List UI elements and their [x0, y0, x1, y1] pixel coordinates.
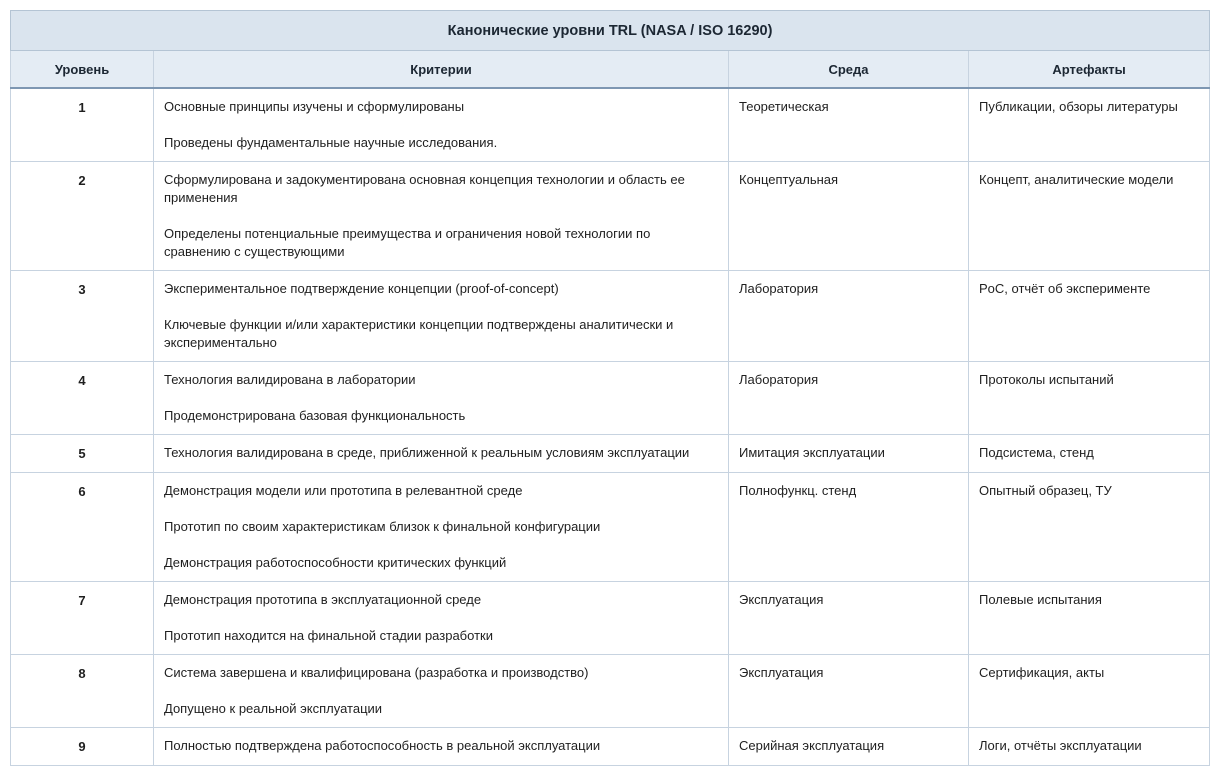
artifacts-cell: Концепт, аналитические модели: [969, 162, 1210, 271]
criteria-cell: [154, 88, 729, 162]
criterion-text: Прототип находится на финальной стадии разработки: [164, 628, 493, 643]
criteria-cell: [154, 582, 729, 655]
environment-cell: Лаборатория: [729, 362, 969, 435]
criterion-text: Определены потенциальные преимущества и ограничения новой технологии по сравнению с существующими: [164, 226, 651, 259]
level-cell: 7: [11, 582, 154, 655]
environment-cell: Эксплуатация: [729, 582, 969, 655]
table-row: [11, 271, 1210, 362]
criterion-text: Демонстрация работоспособности критических функций: [164, 555, 507, 570]
criterion-text: Технология валидирована в лаборатории: [164, 372, 416, 387]
criterion-text: Проведены фундаментальные научные исследования.: [164, 135, 498, 150]
criterion-text: Сформулирована и задокументирована основная концепция технологии и область ее применения: [164, 172, 685, 205]
table-row: [11, 582, 1210, 655]
header-row: [11, 51, 1210, 89]
criterion-text: Основные принципы изучены и сформулированы: [164, 99, 465, 114]
environment-cell: Концептуальная: [729, 162, 969, 271]
table-row: [11, 473, 1210, 582]
header-level: Уровень: [11, 51, 154, 89]
level-cell: 1: [11, 88, 154, 162]
artifacts-cell: Опытный образец, ТУ: [969, 473, 1210, 582]
criterion-text: Технология валидирована в среде, приближенной к реальным условиям эксплуатации: [164, 445, 690, 460]
environment-cell: Теоретическая: [729, 88, 969, 162]
level-cell: 8: [11, 655, 154, 728]
artifacts-cell: Полевые испытания: [969, 582, 1210, 655]
criterion-text: Допущено к реальной эксплуатации: [164, 701, 383, 716]
criteria-cell: [154, 162, 729, 271]
header-artifacts: Артефакты: [969, 51, 1210, 89]
criteria-cell: [154, 473, 729, 582]
criterion-text: Полностью подтверждена работоспособность в реальной эксплуатации: [164, 738, 601, 753]
artifacts-cell: PoC, отчёт об эксперименте: [969, 271, 1210, 362]
trl-table: [10, 10, 1210, 766]
criteria-cell: [154, 655, 729, 728]
table-row: [11, 435, 1210, 473]
table-row: [11, 162, 1210, 271]
table-row: [11, 655, 1210, 728]
level-cell: 6: [11, 473, 154, 582]
table-row: [11, 362, 1210, 435]
level-cell: 2: [11, 162, 154, 271]
criteria-cell: [154, 362, 729, 435]
level-cell: 4: [11, 362, 154, 435]
criterion-text: Демонстрация прототипа в эксплуатационной среде: [164, 592, 482, 607]
criterion-text: Система завершена и квалифицирована (разработка и производство): [164, 665, 589, 680]
artifacts-cell: Сертификация, акты: [969, 655, 1210, 728]
environment-cell: Серийная эксплуатация: [729, 728, 969, 766]
criteria-cell: [154, 271, 729, 362]
criterion-text: Экспериментальное подтверждение концепции (proof-of-concept): [164, 281, 559, 296]
environment-cell: Полнофункц. стенд: [729, 473, 969, 582]
header-criteria: Критерии: [154, 51, 729, 89]
environment-cell: Эксплуатация: [729, 655, 969, 728]
artifacts-cell: Публикации, обзоры литературы: [969, 88, 1210, 162]
criterion-text: Прототип по своим характеристикам близок к финальной конфигурации: [164, 519, 601, 534]
level-cell: 9: [11, 728, 154, 766]
table-row: [11, 88, 1210, 162]
header-environment: Среда: [729, 51, 969, 89]
table-title: Канонические уровни TRL (NASA / ISO 16290): [11, 11, 1210, 51]
criterion-text: Демонстрация модели или прототипа в релевантной среде: [164, 483, 523, 498]
table-row: [11, 728, 1210, 766]
criteria-cell: [154, 728, 729, 766]
level-cell: 3: [11, 271, 154, 362]
environment-cell: Лаборатория: [729, 271, 969, 362]
environment-cell: Имитация эксплуатации: [729, 435, 969, 473]
criteria-cell: [154, 435, 729, 473]
artifacts-cell: Подсистема, стенд: [969, 435, 1210, 473]
trl-table-container: [10, 10, 1209, 766]
criterion-text: Ключевые функции и/или характеристики концепции подтверждены аналитически и экспериментально: [164, 317, 674, 350]
artifacts-cell: Протоколы испытаний: [969, 362, 1210, 435]
artifacts-cell: Логи, отчёты эксплуатации: [969, 728, 1210, 766]
criterion-text: Продемонстрирована базовая функциональность: [164, 408, 466, 423]
table-body: [11, 88, 1210, 766]
level-cell: 5: [11, 435, 154, 473]
